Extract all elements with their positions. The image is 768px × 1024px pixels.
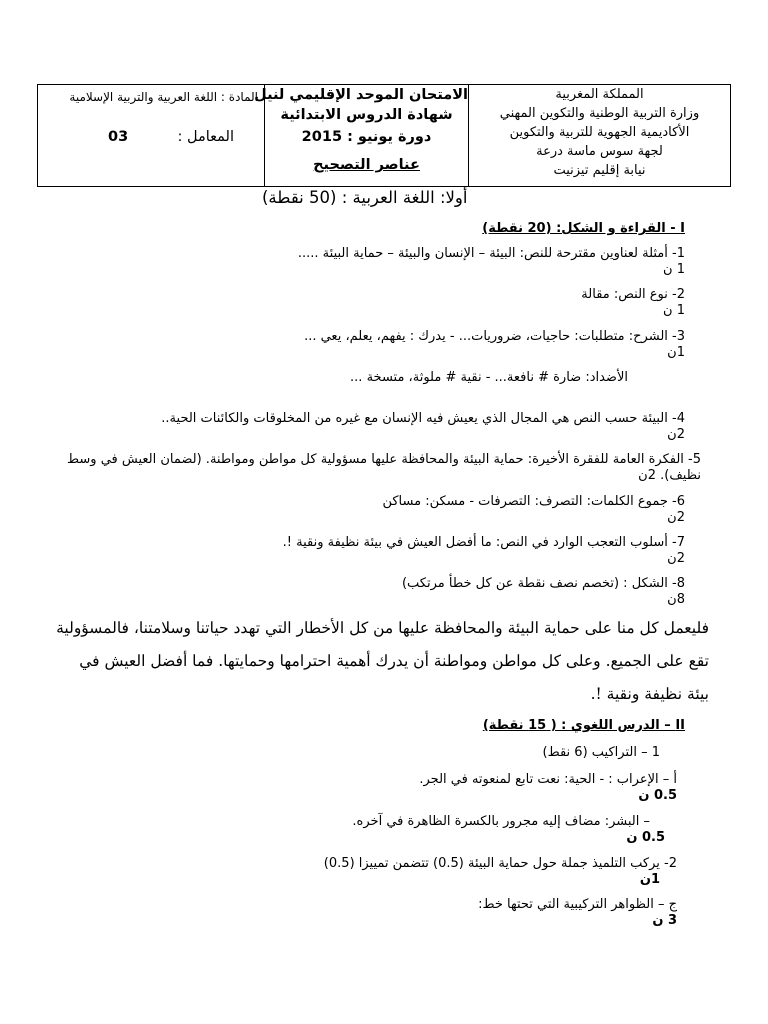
exam-title-line: الامتحان الموحد الإقليمي لنيل [254, 87, 468, 103]
correction-title: عناصر التصحيح [313, 157, 420, 173]
header-table [37, 84, 731, 187]
exam-session: دورة يونيو : 2015 [301, 129, 432, 145]
q2-text: 2- نوع النص: مقالة [581, 287, 685, 302]
q3-text: 3- الشرح: متطلبات: حاجيات، ضروريات... - يدرك : يفهم، يعلم، يعي ... [304, 329, 685, 344]
item-a2-text: – البشر: مضاف إليه مجرور بالكسرة الظاهرة في آخره. [352, 814, 650, 829]
part1-title: I - القراءة و الشكل: (20 نقطة) [482, 221, 685, 236]
ministry-line: لجهة سوس ماسة درعة [536, 144, 663, 159]
q7-points: 2ن [667, 551, 685, 566]
item-a-points: 0.5 ن [638, 788, 677, 803]
q2-points: 1 ن [663, 303, 685, 318]
item-a2-points: 0.5 ن [626, 830, 665, 845]
dictation-paragraph-line: تقع على الجميع. وعلى كل مواطن ومواطنة أن يدرك أهمية احترامها وحمايتها. فما أفضل العيش في [79, 652, 709, 670]
ministry-line: وزارة التربية الوطنية والتكوين المهني [499, 106, 700, 121]
part2-syntax-heading: 1 – التراكيب (6 نقط) [542, 745, 660, 760]
q1-points: 1 ن [663, 262, 685, 277]
q5-text-cont: نظيف). 2ن [638, 468, 701, 483]
q6-points: 2ن [667, 510, 685, 525]
dictation-paragraph-line: بيئة نظيفة ونقية !. [590, 685, 709, 703]
q3-opposites: الأضداد: ضارة # نافعة... - نقية # ملوثة، متسخة ... [350, 370, 628, 385]
q8-points: 8ن [667, 592, 685, 607]
item-b-points: 1ن [639, 872, 660, 887]
ministry-line: الأكاديمية الجهوية للتربية والتكوين [509, 125, 690, 140]
item-c-points: 3 ن [652, 913, 677, 928]
ministry-line: المملكة المغربية [555, 87, 644, 102]
dictation-paragraph-line: فليعمل كل منا على حماية البيئة والمحافظة عليها من كل الأخطار التي تهدد حياتنا وسلامتنا، فالمسؤولية [56, 619, 709, 637]
q7-text: 7- أسلوب التعجب الوارد في النص: ما أفضل العيش في بيئة نظيفة ونقية !. [282, 535, 685, 550]
q6-text: 6- جموع الكلمات: التصرف: التصرفات - مسكن: مساكن [382, 494, 685, 509]
coefficient-value: 03 [108, 129, 129, 145]
ministry-line: نيابة إقليم تيزنيت [553, 163, 646, 178]
q8-text: 8- الشكل : (تخصم نصف نقطة عن كل خطأ مرتكب) [401, 576, 685, 591]
section-title: أولا: اللغة العربية : (50 نقطة) [262, 188, 468, 207]
part2-title: II – الدرس اللغوي : ( 15 نقطة) [482, 718, 685, 733]
q4-text: 4- البيئة حسب النص هي المجال الذي يعيش فيه الإنسان مع غيره من المخلوقات والكائنات الحية.. [161, 411, 685, 426]
exam-title-line: شهادة الدروس الابتدائية [280, 107, 453, 123]
q1-text: 1- أمثلة لعناوين مقترحة للنص: البيئة – الإنسان والبيئة – حماية البيئة ..... [297, 246, 685, 261]
q5-text: 5- الفكرة العامة للفقرة الأخيرة: حماية البيئة والمحافظة عليها مسؤولية كل مواطن ومواطنة. (لضمان العيش في وسط [67, 452, 701, 467]
ministry-cell [469, 85, 730, 186]
item-c-text: ج – الظواهر التركيبية التي تحتها خط: [478, 897, 677, 912]
exam-title-cell [254, 85, 469, 186]
item-a-text: أ – الإعراب : - الحية: نعت تابع لمنعوته في الجر. [419, 772, 677, 787]
coefficient-label: المعامل : [177, 129, 234, 145]
q3-points: 1ن [667, 345, 685, 360]
subject-label: المادة : اللغة العربية والتربية الإسلامية [69, 90, 258, 104]
q4-points: 2ن [667, 427, 685, 442]
item-b-text: 2- يركب التلميذ جملة حول حماية البيئة (0.5) تتضمن تمييزا (0.5) [323, 856, 677, 871]
subject-cell [38, 85, 264, 186]
